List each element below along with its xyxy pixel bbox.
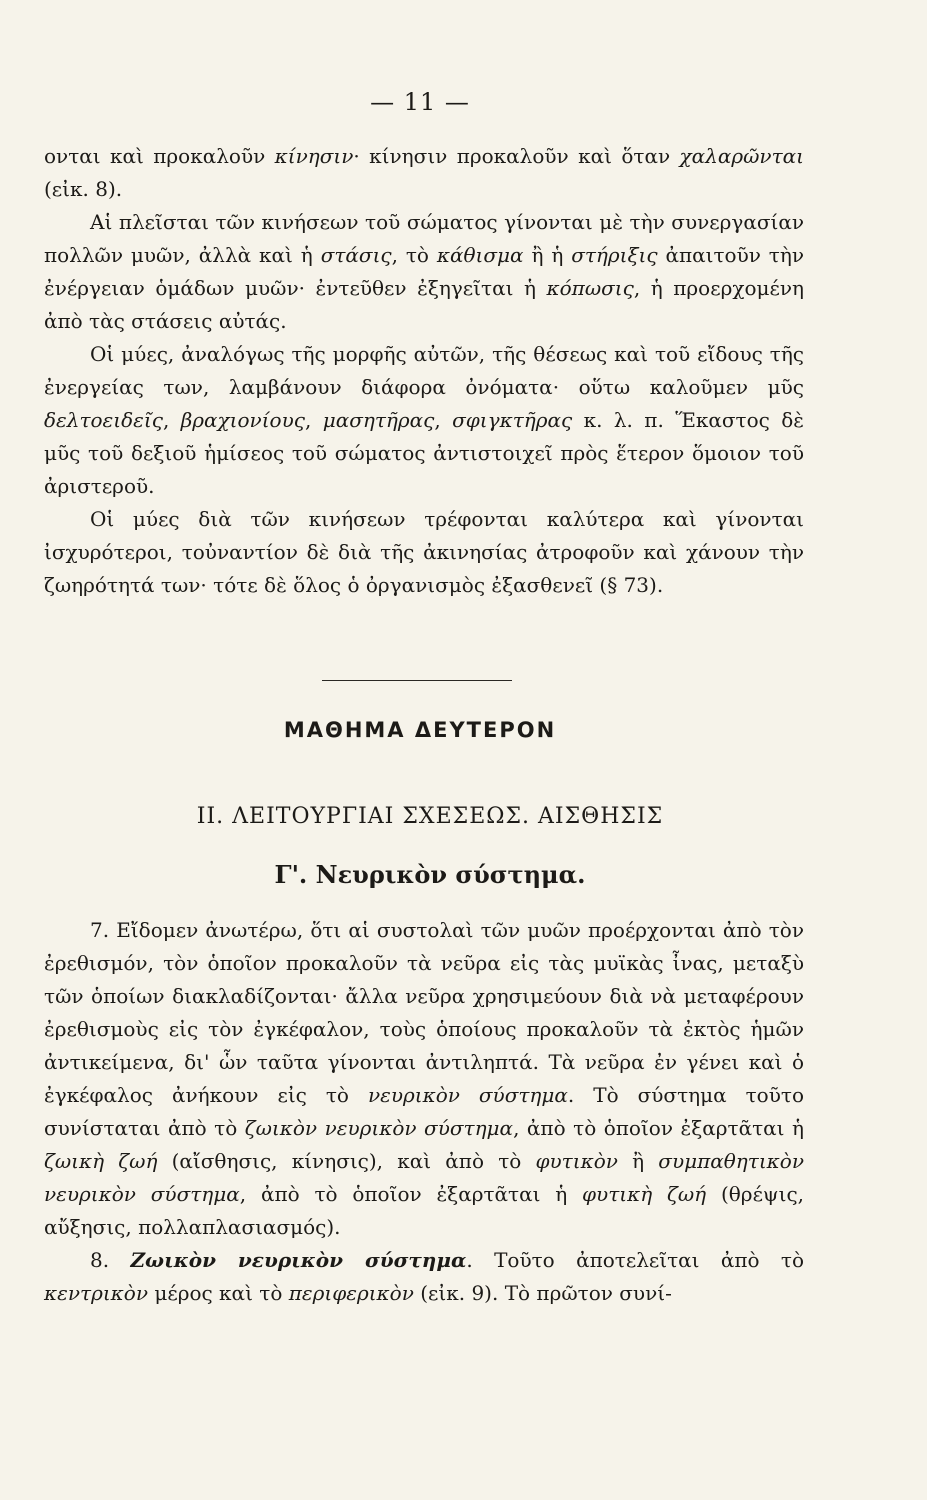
text-run: , ἡ προερχομένη ἀπὸ τὰς στάσεις αὐτάς. <box>44 276 804 333</box>
text-run: , <box>162 408 181 432</box>
text-run: ἀπαιτοῦν τὴν ἐνέργειαν ὁμάδων μυῶν· ἐντεῦθεν ἐξηγεῖται ἡ <box>44 243 805 300</box>
italic-term: στάσις <box>320 243 392 267</box>
paragraph-8-animal-nervous-system <box>44 1244 804 1310</box>
text-run: (εἰκ. 9). Τὸ πρῶτον συνί- <box>413 1281 672 1305</box>
bold-italic-heading: Ζωικὸν νευρικὸν σύστημα <box>130 1248 467 1272</box>
paragraph-continuation <box>44 140 804 206</box>
section-title: Γ'. Νευρικὸν σύστημα. <box>274 860 586 889</box>
text-block-upper <box>44 140 804 602</box>
text-run: . Τοῦτο ἀποτελεῖται ἀπὸ τὸ <box>466 1248 804 1272</box>
section-divider <box>322 680 512 681</box>
italic-term: μασητῆρας <box>322 408 435 432</box>
text-run: Οἱ μύες, ἀναλόγως τῆς μορφῆς αὐτῶν, τῆς θέσεως καὶ τοῦ εἴδους τῆς ἐνεργείας των, λαμβάνουν διάφορα ὀνόματα· οὕτω καλοῦμεν μῦς <box>44 342 804 399</box>
text-run: , τὸ <box>391 243 437 267</box>
italic-term: κίνησιν <box>274 144 354 168</box>
text-run: ἢ ἡ <box>523 243 572 267</box>
text-run: 8. <box>90 1248 131 1272</box>
text-run: μέρος καὶ τὸ <box>147 1281 289 1305</box>
text-run: 7. Εἴδομεν ἀνωτέρω, ὅτι αἱ συστολαὶ τῶν μυῶν προέρχονται ἀπὸ τὸν ἐρεθισμόν, τὸν ὁποῖον προκαλοῦν τὰ νεῦρα εἰς τὰς μυϊκὰς ἶνας, μεταξὺ τῶν ὁποίων διακλαδίζονται· ἄλλα νεῦρα χρησιμεύουν διὰ νὰ μεταφέρουν ἐρεθισμοὺς εἰς τὸν ἐγκέφαλον, τοὺς ὁποίους προκαλοῦν τὰ ἐκτὸς ἡμῶν ἀντικείμενα, δι' ὧν ταῦτα γίνονται ἀντιληπτά. Τὰ νεῦρα ἐν γένει καὶ ὁ ἐγκέφαλος ἀνήκουν εἰς τὸ <box>44 918 804 1107</box>
text-run: Αἱ πλεῖσται τῶν κινήσεων τοῦ σώματος γίνονται μὲ τὴν συνεργασίαν πολλῶν μυῶν, ἀλλὰ καὶ ἡ <box>44 210 804 267</box>
italic-term: νευρικὸν σύστημα <box>367 1083 568 1107</box>
italic-term: δελτοειδεῖς <box>44 408 163 432</box>
paragraph-7-nervous-system <box>44 914 804 1244</box>
text-run: · κίνησιν προκαλοῦν καὶ ὅταν <box>353 144 680 168</box>
lesson-title: ΜΑΘΗΜΑ ΔΕΥΤΕΡΟΝ <box>283 718 557 742</box>
text-run: (θρέψις, αὔξησις, πολλαπλασιασμός). <box>44 1182 805 1239</box>
text-run: ονται καὶ προκαλοῦν <box>44 144 275 168</box>
italic-term: βραχιονίους <box>180 408 305 432</box>
italic-term: συμπαθητικὸν νευρικὸν σύστημα <box>44 1149 804 1206</box>
paragraph-muscle-names <box>44 338 804 503</box>
italic-term: φυτικὸν <box>535 1149 618 1173</box>
italic-term: χαλαρῶνται <box>679 144 804 168</box>
paragraph-muscle-cooperation <box>44 206 804 338</box>
italic-term: σφιγκτῆρας <box>452 408 573 432</box>
italic-term: περιφερικὸν <box>288 1281 414 1305</box>
italic-term: κάθισμα <box>436 243 524 267</box>
page-number: — 11 — <box>370 88 470 116</box>
text-run: (εἰκ. 8). <box>44 177 123 201</box>
text-block-lower <box>44 914 804 1310</box>
italic-term: φυτικὴ ζωή <box>582 1182 707 1206</box>
italic-term: στήριξις <box>571 243 658 267</box>
text-run: ἢ <box>617 1149 659 1173</box>
text-run: , <box>304 408 323 432</box>
paragraph-muscle-exercise: Οἱ μύες διὰ τῶν κινήσεων τρέφονται καλύτερα καὶ γίνονται ἰσχυρότεροι, τοὐναντίον δὲ διὰ τῆς ἀκινησίας ἀτροφοῦν καὶ χάνουν τὴν ζωηρότητά των· τότε δὲ ὅλος ὁ ὀργανισμὸς ἐξασθενεῖ (§ 73). <box>44 507 804 597</box>
text-run: κ. λ. π. Ἕκαστος δὲ μῦς τοῦ δεξιοῦ ἡμίσεος τοῦ σώματος ἀντιστοιχεῖ πρὸς ἕτερον ὅμοιον τοῦ ἀριστεροῦ. <box>44 408 805 498</box>
italic-term: κόπωσις <box>546 276 634 300</box>
italic-term: ζωικὴ ζωή <box>44 1149 158 1173</box>
text-run: , <box>434 408 453 432</box>
text-run: (αἴσθησις, κίνησις), καὶ ἀπὸ τὸ <box>157 1149 536 1173</box>
italic-term: ζωικὸν νευρικὸν σύστημα <box>244 1116 514 1140</box>
text-run: , ἀπὸ τὸ ὁποῖον ἐξαρτᾶται ἡ <box>239 1182 583 1206</box>
italic-term: κεντρικὸν <box>44 1281 148 1305</box>
text-run: , ἀπὸ τὸ ὁποῖον ἐξαρτᾶται ἡ <box>513 1116 804 1140</box>
text-run: . Τὸ σύστημα τοῦτο συνίσταται ἀπὸ τὸ <box>44 1083 804 1140</box>
chapter-title: II. ΛΕΙΤΟΥΡΓΙΑΙ ΣΧΕΣΕΩΣ. ΑΙΣΘΗΣΙΣ <box>196 804 664 829</box>
